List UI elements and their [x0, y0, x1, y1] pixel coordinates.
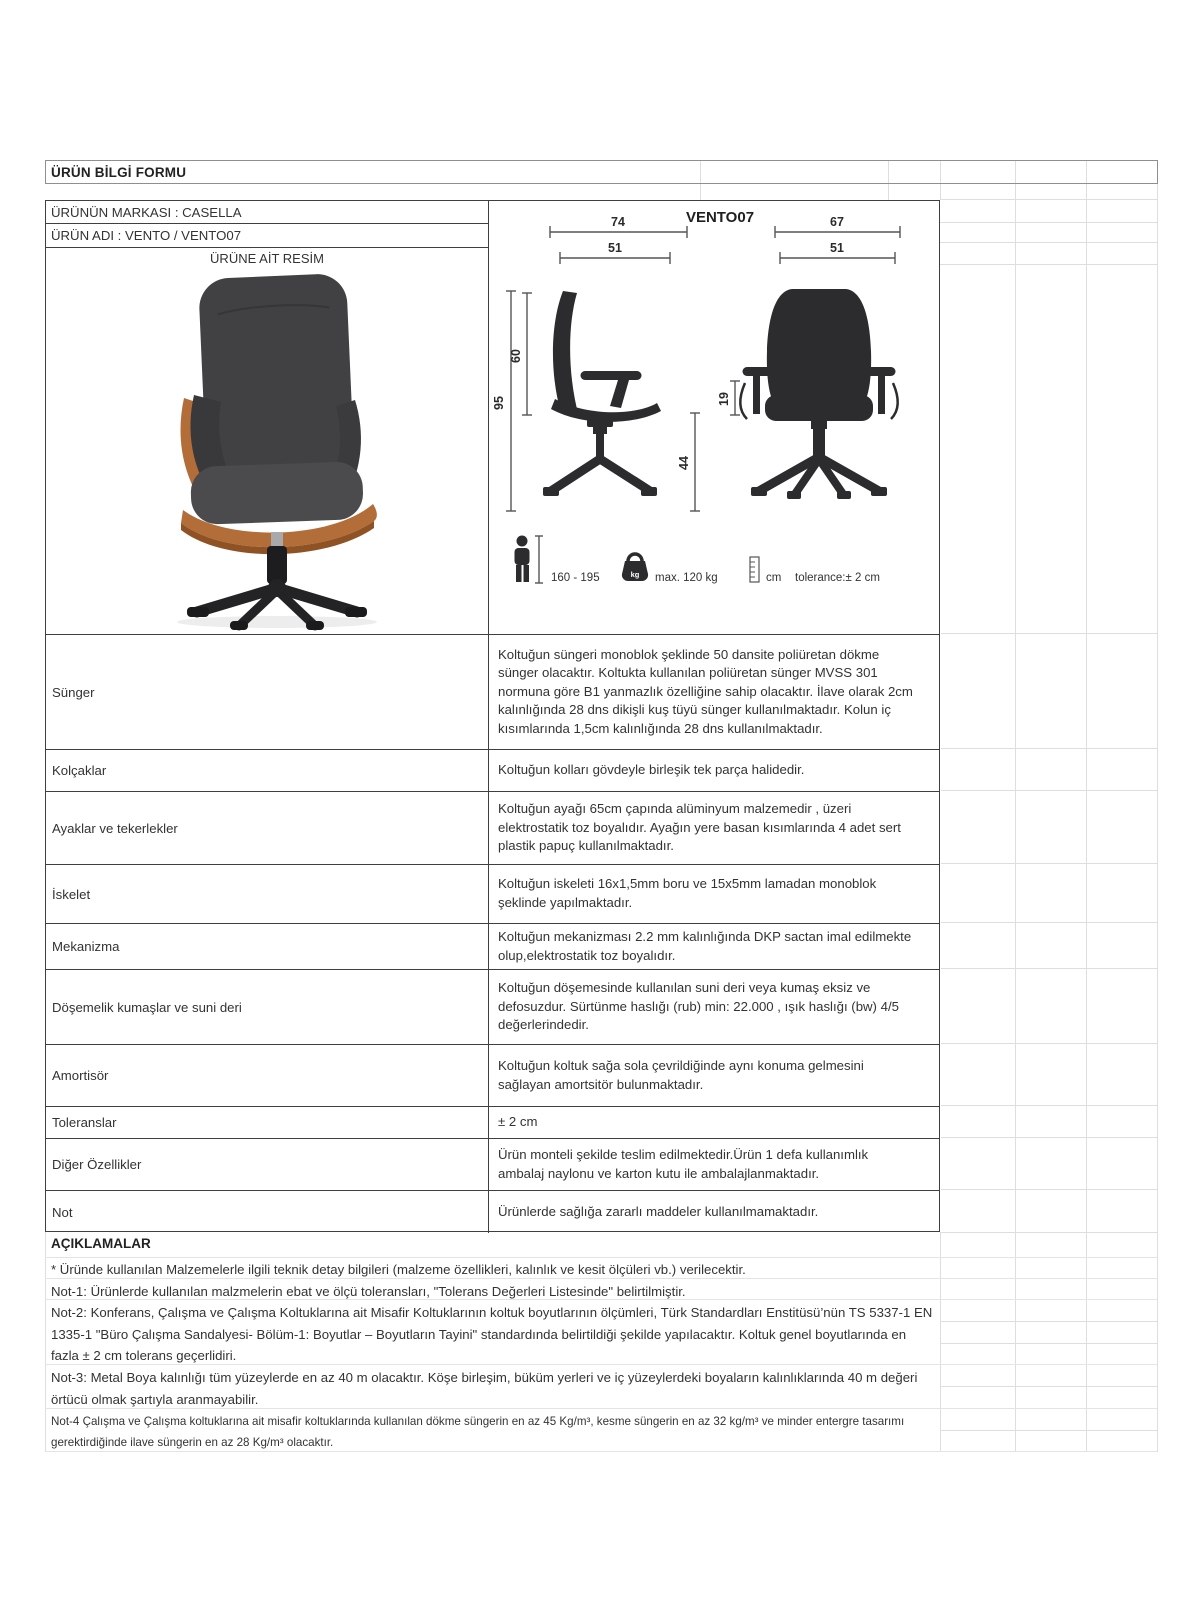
spec-row-mekanizma	[46, 923, 939, 969]
note-line-star: * Üründe kullanılan Malzemelerle ilgili teknik detay bilgileri (malzeme özellikleri, kalınlık ve kesit ölçüleri vb.) verilecektir.	[51, 1262, 746, 1277]
spec-value: Koltuğun koltuk sağa sola çevrildiğinde aynı konuma gelmesini sağlayan amortsitör bulunmaktadır.	[488, 1045, 939, 1106]
dim-front-width-seat: 51	[830, 241, 844, 255]
spec-value: Koltuğun döşemesinde kullanılan suni deri veya kumaş eksiz ve defosuzdur. Sürtünme haslığı (rub) min: 22.000 , ışık haslığı (bw) 4/5 değerlerindedir.	[488, 970, 939, 1044]
chair-photo-illustration	[131, 270, 421, 632]
spec-row-toleranslar	[46, 1106, 939, 1138]
product-photo	[46, 268, 488, 634]
notes-heading: AÇIKLAMALAR	[51, 1236, 151, 1251]
technical-drawing	[489, 201, 940, 634]
drawing-model-label: VENTO07	[685, 209, 755, 226]
spec-label: Not	[52, 1204, 73, 1220]
dim-total-height: 95	[492, 396, 506, 410]
spec-row-ayaklar	[46, 791, 939, 864]
spec-row-diger-ozellikler	[46, 1138, 939, 1190]
spec-label: Kolçaklar	[52, 763, 107, 778]
dim-front-width-outer: 67	[830, 215, 844, 229]
spec-label: Döşemelik kumaşlar ve suni deri	[52, 999, 242, 1015]
spec-row-sunger	[46, 634, 939, 749]
spec-value: Koltuğun ayağı 65cm çapında alüminyum malzemedir , üzeri elektrostatik toz boyalıdır. Ayağın yere basan kısımlarında 4 adet sert plastik papuç kullanılmaktadır.	[488, 792, 939, 864]
note-line-3: Not-3: Metal Boya kalınlığı tüm yüzeylerde en az 40 m olacaktır. Köşe birleşim, büküm yerleri ve iç yüzeylerdeki boyaların kalınlıklarında 40 m değeri örtücü olmak şartıyla aranmayabilir.	[51, 1370, 918, 1407]
kg-icon-label: kg	[630, 570, 640, 579]
spec-row-dosemelik	[46, 969, 939, 1044]
tolerance-label: tolerance:± 2 cm	[795, 572, 880, 584]
weight-kettlebell-icon	[622, 554, 648, 581]
form-title: ÜRÜN BİLGİ FORMU	[51, 164, 187, 180]
spec-value: Ürün monteli şekilde teslim edilmektedir.Ürün 1 defa kullanımlık ambalaj naylonu ve karton kutu ile ambalajlanmaktadır.	[488, 1139, 939, 1190]
dim-side-width-outer: 74	[611, 215, 625, 229]
image-caption: ÜRÜNE AİT RESİM	[210, 250, 324, 266]
dimension-drawing	[489, 201, 940, 634]
spec-value: ± 2 cm	[488, 1107, 939, 1138]
spec-label: Diğer Özellikler	[52, 1157, 142, 1172]
dim-back-height: 60	[509, 349, 523, 363]
spec-row-amortisor	[46, 1044, 939, 1106]
spec-value: Ürünlerde sağlığa zararlı maddeler kullanılmamaktadır.	[488, 1191, 939, 1233]
person-icon	[515, 536, 530, 583]
spec-label: Toleranslar	[52, 1115, 117, 1130]
notes-section	[45, 1232, 940, 1457]
note-line-1: Not-1: Ürünlerde kullanılan malzmelerin ebat ve ölçü toleransları, "Tolerans Değerleri Listesinde" belirtilmiştir.	[51, 1284, 686, 1299]
spec-value: Koltuğun mekanizması 2.2 mm kalınlığında DKP sactan imal edilmekte olup,elektrostatik toz boyalıdır.	[488, 924, 939, 969]
max-weight-label: max. 120 kg	[655, 572, 718, 584]
product-name-cell: ÜRÜN ADI : VENTO / VENTO07	[46, 224, 488, 248]
spec-label: İskelet	[52, 886, 91, 902]
spec-row-kolcaklar	[46, 749, 939, 791]
user-height-range: 160 - 195	[551, 572, 600, 584]
ruler-icon	[750, 557, 759, 582]
spec-value: Koltuğun kolları gövdeyle birleşik tek parça halidedir.	[488, 750, 939, 791]
dim-side-width-seat: 51	[608, 241, 622, 255]
spec-label: Sünger	[52, 684, 95, 700]
spec-label: Ayaklar ve tekerlekler	[52, 820, 178, 836]
spec-label: Mekanizma	[52, 939, 120, 954]
main-table	[45, 200, 940, 1232]
unit-label: cm	[766, 572, 782, 584]
dim-seat-height: 44	[677, 456, 691, 470]
spec-row-not	[46, 1190, 939, 1233]
spec-value: Koltuğun iskeleti 16x1,5mm boru ve 15x5mm lamadan monoblok şeklinde yapılmaktadır.	[488, 865, 939, 923]
note-line-4: Not-4 Çalışma ve Çalışma koltuklarına ait misafir koltuklarında kullanılan dökme süngerin en az 45 Kg/m³, kesme süngerin en az 32 kg/m³ ve minder entergre tasarımı gerektirdiğinde ilave süngerin en az 28 Kg/m³ olacaktır.	[51, 1415, 905, 1449]
brand-cell: ÜRÜNÜN MARKASI : CASELLA	[46, 201, 488, 224]
dim-arm-above-seat: 19	[717, 392, 731, 406]
spec-row-iskelet	[46, 864, 939, 923]
form-title-row	[45, 160, 1158, 184]
note-line-2: Not-2: Konferans, Çalışma ve Çalışma Koltuklarına ait Misafir Koltuklarının koltuk boyutlarının ölçümleri, Türk Standardları Enstitüsü’nün TS 5337-1 EN 1335-1 "Büro Çalışma Sandalyesi- Bölüm-1: Boyutlar – Boyutların Tayini" standardında belirtildiği şekilde yapılacaktır. Koltuk genel boyutlarında en fazla ± 2 cm tolerans geçerlidiri.	[51, 1305, 933, 1363]
spec-value: Koltuğun süngeri monoblok şeklinde 50 dansite poliüretan dökme sünger olacaktır. Koltukta kullanılan poliüretan sünger MVSS 301 normuna göre B1 yanmazlık özelliğine sahip olacaktır. İlave olarak 2cm kalınlığında 28 dns dikişli kuş tüyü sünger kullanılmaktadır. Kolun iç kısımlarında 1,5cm kalınlığında 28 dns kullanılmaktadır.	[488, 635, 939, 749]
spec-label: Amortisör	[52, 1068, 109, 1083]
